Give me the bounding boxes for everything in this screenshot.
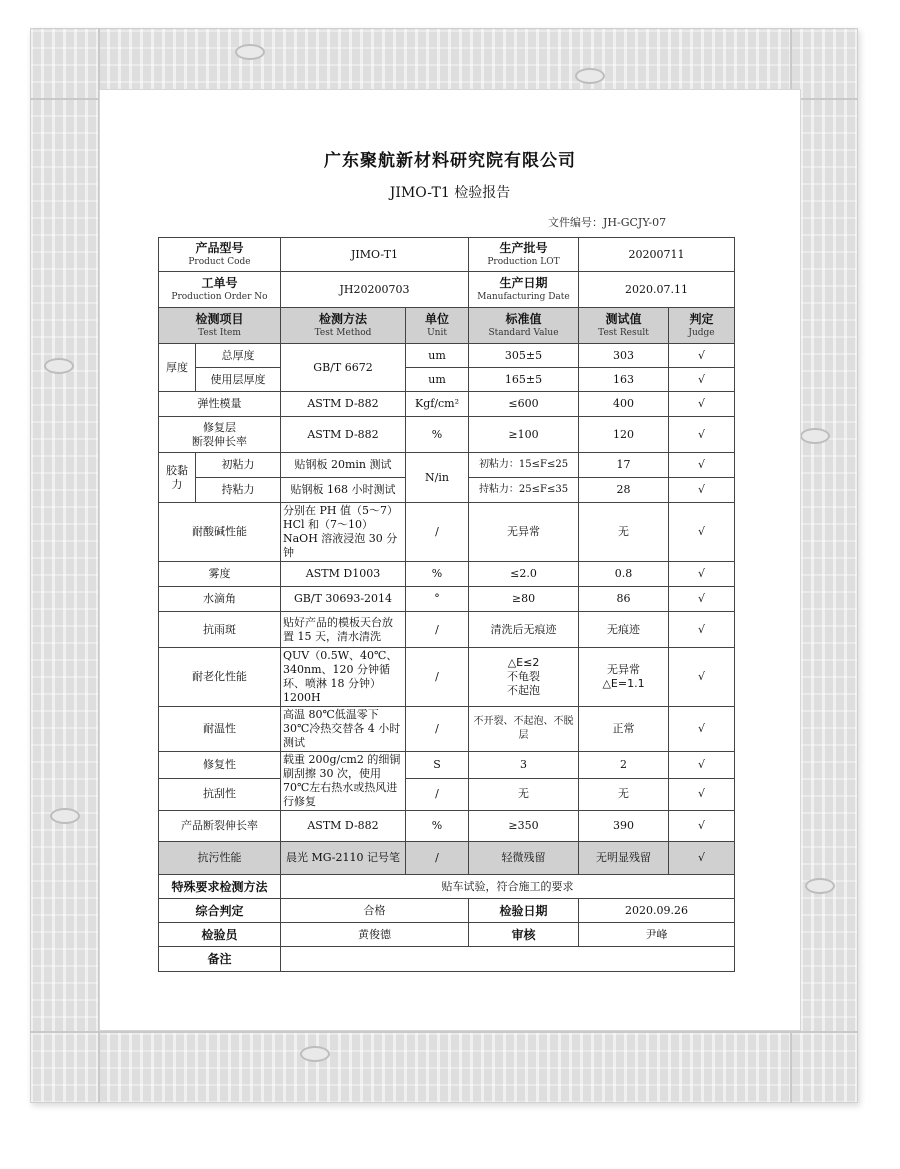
row-standard: 无异常	[469, 503, 579, 562]
row-result: 无	[579, 778, 669, 810]
row-result: 163	[579, 368, 669, 392]
row-judge: √	[669, 778, 735, 810]
product-code-label: 产品型号 Product Code	[159, 238, 281, 272]
row-method: 高温 80℃低温零下 30℃冷热交替各 4 小时测试	[281, 707, 406, 752]
row-label: 修复性	[159, 752, 281, 779]
row-sublabel: 使用层厚度	[196, 368, 281, 392]
row-result: 17	[579, 453, 669, 478]
row-method: GB/T 6672	[281, 344, 406, 392]
row-method: ASTM D-882	[281, 811, 406, 842]
table-row	[159, 752, 735, 779]
row-result: 正常	[579, 707, 669, 752]
row-judge: √	[669, 417, 735, 453]
row-unit: /	[406, 842, 469, 875]
row-sublabel: 总厚度	[196, 344, 281, 368]
header-unit: 单位 Unit	[406, 308, 469, 344]
row-sublabel: 持粘力	[196, 478, 281, 503]
table-row	[159, 778, 735, 810]
order-label: 工单号 Production Order No	[159, 272, 281, 308]
table-row	[159, 417, 735, 453]
table-row	[159, 648, 735, 707]
row-sublabel: 初粘力	[196, 453, 281, 478]
row-standard: 无	[469, 778, 579, 810]
row-method: ASTM D-882	[281, 392, 406, 417]
row-standard: ≥80	[469, 587, 579, 612]
row-result: 无	[579, 503, 669, 562]
table-row	[159, 562, 735, 587]
info-row	[159, 238, 735, 272]
check-date-label: 检验日期	[469, 899, 579, 923]
row-unit: um	[406, 344, 469, 368]
table-row	[159, 587, 735, 612]
row-unit: %	[406, 811, 469, 842]
special-label: 特殊要求检测方法	[159, 875, 281, 899]
row-judge: √	[669, 503, 735, 562]
row-method: 贴好产品的模板天台放置 15 天，清水清洗	[281, 612, 406, 648]
row-unit: um	[406, 368, 469, 392]
row-standard: 持粘力：25≤F≤35	[469, 478, 579, 503]
row-standard: 3	[469, 752, 579, 779]
row-result: 400	[579, 392, 669, 417]
order-value: JH20200703	[281, 272, 469, 308]
table-row	[159, 842, 735, 875]
row-label: 耐老化性能	[159, 648, 281, 707]
overall-label: 综合判定	[159, 899, 281, 923]
row-standard: 清洗后无痕迹	[469, 612, 579, 648]
header-standard: 标准值 Standard Value	[469, 308, 579, 344]
row-label: 耐温性	[159, 707, 281, 752]
table-row	[159, 453, 735, 478]
header-method: 检测方法 Test Method	[281, 308, 406, 344]
row-unit: /	[406, 778, 469, 810]
row-standard: 轻微残留	[469, 842, 579, 875]
row-judge: √	[669, 344, 735, 368]
date-label: 生产日期 Manufacturing Date	[469, 272, 579, 308]
row-judge: √	[669, 612, 735, 648]
row-result: 120	[579, 417, 669, 453]
row-label: 厚度	[159, 344, 196, 392]
remark-value	[281, 947, 735, 972]
row-judge: √	[669, 707, 735, 752]
row-method: 贴钢板 20min 测试	[281, 453, 406, 478]
row-method: 载重 200g/cm2 的细铜刷刮擦 30 次，使用 70℃左右热水或热风进行修复	[281, 752, 406, 811]
row-label: 抗雨斑	[159, 612, 281, 648]
report-title: JIMO-T1 检验报告	[389, 185, 511, 201]
row-standard: ≤600	[469, 392, 579, 417]
row-judge: √	[669, 587, 735, 612]
row-result: 无明显残留	[579, 842, 669, 875]
row-standard: ≥100	[469, 417, 579, 453]
table-row	[159, 503, 735, 562]
row-method: 贴钢板 168 小时测试	[281, 478, 406, 503]
row-method: 晨光 MG-2110 记号笔	[281, 842, 406, 875]
check-date-value: 2020.09.26	[579, 899, 735, 923]
row-method: 分别在 PH 值（5～7）HCl 和（7～10）NaOH 溶液浸泡 30 分钟	[281, 503, 406, 562]
row-standard: △E≤2 不龟裂 不起泡	[469, 648, 579, 707]
row-standard: 305±5	[469, 344, 579, 368]
row-standard: 不开裂、不起泡、不脱层	[469, 707, 579, 752]
special-row	[159, 875, 735, 899]
table-header	[159, 308, 735, 344]
table-row	[159, 368, 735, 392]
review-value: 尹峰	[579, 923, 735, 947]
inspector-value: 黄俊德	[281, 923, 469, 947]
table-row	[159, 344, 735, 368]
header-result: 测试值 Test Result	[579, 308, 669, 344]
row-label: 抗污性能	[159, 842, 281, 875]
row-judge: √	[669, 648, 735, 707]
remark-row	[159, 947, 735, 972]
review-label: 审核	[469, 923, 579, 947]
row-unit: N/in	[406, 453, 469, 503]
row-judge: √	[669, 562, 735, 587]
row-label: 水滴角	[159, 587, 281, 612]
row-standard: ≥350	[469, 811, 579, 842]
lot-label: 生产批号 Production LOT	[469, 238, 579, 272]
inspector-row	[159, 923, 735, 947]
row-method: QUV（0.5W、40℃、340nm、120 分钟循环、喷淋 18 分钟）1200H	[281, 648, 406, 707]
header-item: 检测项目 Test Item	[159, 308, 281, 344]
row-judge: √	[669, 478, 735, 503]
row-unit: /	[406, 503, 469, 562]
row-result: 2	[579, 752, 669, 779]
row-unit: °	[406, 587, 469, 612]
overall-row	[159, 899, 735, 923]
row-result: 86	[579, 587, 669, 612]
row-judge: √	[669, 392, 735, 417]
row-method: GB/T 30693-2014	[281, 587, 406, 612]
inspector-label: 检验员	[159, 923, 281, 947]
overall-value: 合格	[281, 899, 469, 923]
row-method: ASTM D1003	[281, 562, 406, 587]
row-unit: Kgf/cm²	[406, 392, 469, 417]
row-judge: √	[669, 368, 735, 392]
lot-value: 20200711	[579, 238, 735, 272]
remark-label: 备注	[159, 947, 281, 972]
row-result: 390	[579, 811, 669, 842]
table-row	[159, 707, 735, 752]
row-unit: /	[406, 707, 469, 752]
table-row	[159, 392, 735, 417]
file-number: 文件编号：JH-GCJY-07	[548, 216, 667, 229]
row-unit: /	[406, 612, 469, 648]
row-judge: √	[669, 811, 735, 842]
company-name: 广东聚航新材料研究院有限公司	[324, 151, 576, 171]
row-label: 胶黏力	[159, 453, 196, 503]
table-row	[159, 811, 735, 842]
row-judge: √	[669, 842, 735, 875]
row-unit: %	[406, 562, 469, 587]
row-unit: %	[406, 417, 469, 453]
product-code-value: JIMO-T1	[281, 238, 469, 272]
row-result: 0.8	[579, 562, 669, 587]
row-standard: 初粘力：15≤F≤25	[469, 453, 579, 478]
row-label: 修复层 断裂伸长率	[159, 417, 281, 453]
row-label: 雾度	[159, 562, 281, 587]
date-value: 2020.07.11	[579, 272, 735, 308]
row-result: 无痕迹	[579, 612, 669, 648]
row-method: ASTM D-882	[281, 417, 406, 453]
row-standard: 165±5	[469, 368, 579, 392]
row-label: 抗刮性	[159, 778, 281, 810]
header-judge: 判定 Judge	[669, 308, 735, 344]
row-judge: √	[669, 752, 735, 779]
row-label: 产品断裂伸长率	[159, 811, 281, 842]
inspection-table	[158, 237, 735, 972]
row-result: 303	[579, 344, 669, 368]
row-result: 无异常 △E=1.1	[579, 648, 669, 707]
row-unit: /	[406, 648, 469, 707]
row-result: 28	[579, 478, 669, 503]
row-judge: √	[669, 453, 735, 478]
row-standard: ≤2.0	[469, 562, 579, 587]
row-unit: S	[406, 752, 469, 779]
info-row	[159, 272, 735, 308]
table-row	[159, 612, 735, 648]
special-value: 贴车试验，符合施工的要求	[281, 875, 735, 899]
row-label: 弹性模量	[159, 392, 281, 417]
row-label: 耐酸碱性能	[159, 503, 281, 562]
